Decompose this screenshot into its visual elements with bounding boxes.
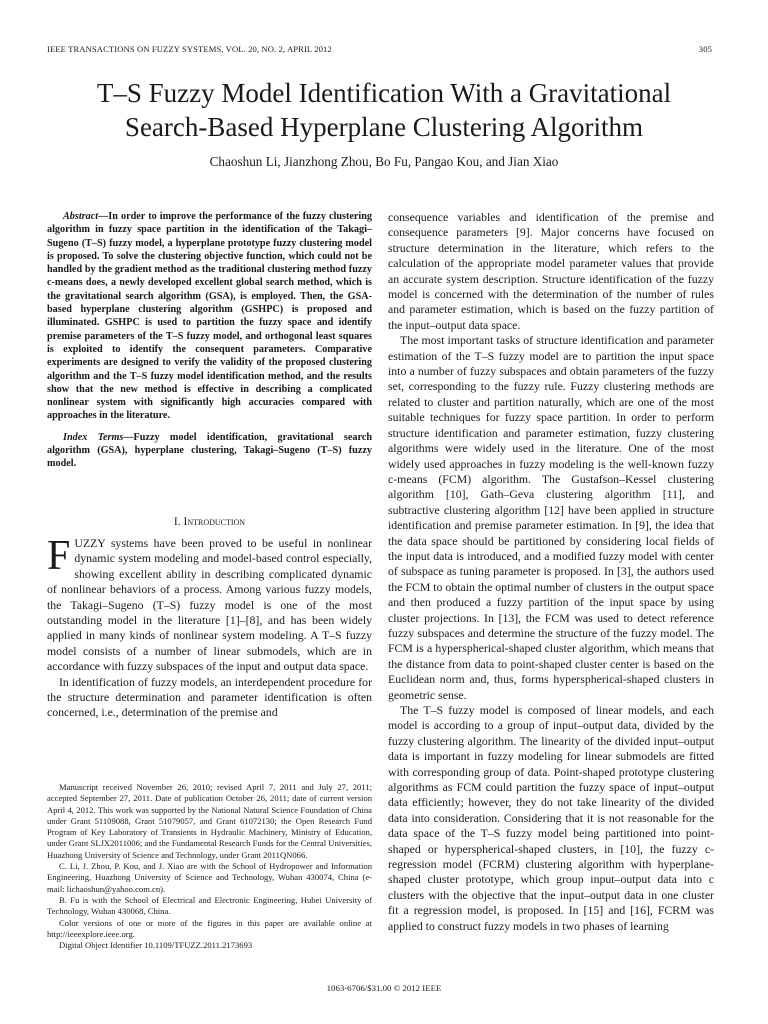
drop-cap: F bbox=[47, 533, 71, 579]
section-number: I. bbox=[173, 516, 184, 528]
introduction bbox=[47, 533, 372, 721]
title-line-2: Search-Based Hyperplane Clustering Algorithm bbox=[124, 112, 644, 142]
section-name: Introduction bbox=[183, 516, 246, 528]
index-terms bbox=[47, 431, 372, 471]
abstract-text: In order to improve the performance of the fuzzy clustering algorithm in fuzzy space partition in the identification of the Takagi–Sugeno (T–S) fuzzy model, a hyperplane prototype fuzzy clustering model is proposed. To solve the clustering objective function, which could not be handled by the gradient method as the traditional clustering method fuzzy c-means does, a newly developed excellent global search method, which is the gravitational search algorithm (GSA), is employed. Then, the GSA-based hyperplane clustering algorithm (GSHPC) is proposed and illuminated. GSHPC is used to partition the fuzzy space and identify premise parameters of the T–S fuzzy model, and orthogonal least squares is exploited to identify the consequent parameters. Comparative experiments are designed to verify the validity of the proposed clustering algorithm and the T–S fuzzy model identification method, and the results show that the new method is effective in describing a complicated nonlinear system with significantly high accuracies compared with approaches in the literature. bbox=[47, 211, 372, 422]
intro-paragraph-1 bbox=[47, 533, 372, 675]
footnote-doi: Digital Object Identifier 10.1109/TFUZZ.2011.2173693 bbox=[59, 940, 253, 951]
right-paragraph-3: The T–S fuzzy model is composed of linear models, and each model is according to a group of input–output data, divided by the fuzzy clustering algorithm. The linearity of the divided input–output data is important in fuzzy modeling for linear submodels are fitted with corresponding group of data. Point-shaped prototype clustering algorithms as FCM could partition the fuzzy space of input–output data efficiently; however, they do not take linearity of the divided data into consideration. Considering that it is not reasonable for the data space of the T–S fuzzy model being partitioned into point-shaped or hyperspherical-shaped clusters, in [10], the fuzzy c-regression model (FCRM) clustering algorithm with hyperplane-shaped cluster prototype, which group input–output data into c clusters with the objective that the input–output data in one cluster fit a regression model, is proposed. In [15] and [16], FCRM was applied to construct fuzzy models in two phases of learning bbox=[388, 703, 714, 933]
footnote-affiliation-1: C. Li, J. Zhou, P. Kou, and J. Xiao are with the School of Hydropower and Information Engineering, Huazhong University of Science and Technology, Wuhan 430074, China (e-mail: lichaoshun@yahoo.com.cn). bbox=[47, 861, 372, 894]
right-column bbox=[388, 210, 714, 934]
abstract-label: Abstract— bbox=[63, 211, 109, 222]
paper-title bbox=[20, 76, 748, 144]
index-terms-label: Index Terms— bbox=[63, 431, 134, 443]
right-paragraph-2: The most important tasks of structure identification and parameter estimation of the T–S fuzzy model are to partition the input space into a number of fuzzy subspaces and obtain parameters of the fuzzy set, corresponding to the fuzzy rule. Fuzzy clustering methods are related to cluster and partition naturally, which are one of the most suitable techniques for fuzzy space partition. In order to perform structure identification and parameter estimation, fuzzy clustering algorithms were widely used in the literature. One of the most widely used approaches in fuzzy modeling is the well-known fuzzy c-means (FCM) algorithm. The Gustafson–Kessel clustering algorithm [10], Gath–Geva clustering algorithm [11], and subtractive clustering algorithm [12] have been applied in structure identification and premise parameter estimation. In [9], the idea that the data space should be partitioned by considering local fields of the input data is introduced, and a modified fuzzy model with center of subspace as tuning parameter is proposed. In [3], the authors used the FCM to obtain the optimal number of clusters in the output space and then produced a fuzzy partition of the input space by using cluster projections. In [13], the FCM was used to detect reference fuzzy subspaces and determine the structure of the fuzzy model. The FCM is a hyperspherical-shaped cluster algorithm, which means that the distance from data to point-shaped cluster center is based on the Euclidean norm and, thus, forms hyperspherical-shaped clusters in geometric sense. bbox=[388, 333, 714, 702]
footnote-affiliation-2: B. Fu is with the School of Electrical and Electronic Engineering, Hubei University of Technology, Wuhan 430068, China. bbox=[47, 894, 372, 917]
journal-info: IEEE TRANSACTIONS ON FUZZY SYSTEMS, VOL. 20, NO. 2, APRIL 2012 bbox=[47, 44, 332, 54]
running-head bbox=[47, 44, 712, 54]
abstract bbox=[47, 210, 372, 423]
author-list: Chaoshun Li, Jianzhong Zhou, Bo Fu, Pangao Kou, and Jian Xiao bbox=[209, 154, 559, 169]
footnotes bbox=[47, 782, 372, 951]
copyright-footer: 1063-6706/$31.00 © 2012 IEEE bbox=[326, 983, 442, 993]
section-heading bbox=[47, 516, 372, 528]
page-number: 305 bbox=[698, 44, 712, 54]
footnote-color-versions: Color versions of one or more of the figures in this paper are available online at http://ieeexplore.ieee.org. bbox=[47, 917, 372, 939]
left-column bbox=[47, 210, 372, 471]
right-paragraph-1: consequence variables and identification of the premise and consequence parameters [9]. Major concerns have focused on structure determination in the literature, which refers to the calculation of the appropriate model parameter values that provide an accurate system description. Structure identification of the fuzzy model is concerned with the determination of the number of rules and parameter estimation, which is based on the fuzzy partition of the input–output data space. bbox=[388, 210, 714, 332]
footnote-manuscript: Manuscript received November 26, 2010; revised April 7, 2011 and July 27, 2011; accepted September 27, 2011. Date of publication October 26, 2011; date of current version April 4, 2012. This work was supported by the National Natural Science Foundation of China under Grant 51109088, Grant 51079057, and Grant 61072130; the Open Research Fund Program of Key Laboratory of Transients in Hydraulic Machinery, Ministry of Education, under Grant SLJX2011006; and the Fundamental Research Funds for the Central Universities, Huazhong University of Science and Technology, under Grant 2011QN066. bbox=[47, 782, 372, 860]
title-line-1: T–S Fuzzy Model Identification With a Gravitational bbox=[96, 78, 672, 108]
intro-paragraph-1-text: UZZY systems have been proved to be useful in nonlinear dynamic system modeling and model-based control especially, showing excellent ability in describing complicated dynamic of nonlinear behaviors of a process. Among various fuzzy models, the Takagi–Sugeno (T–S) fuzzy model is one of the most outstanding model in the literature [1]–[8], and has been widely applied in many kinds of nonlinear system modeling. A T–S fuzzy model consists of a number of linear submodels, which are in accordance with fuzzy subspaces of the input and output data space. bbox=[47, 536, 372, 674]
intro-paragraph-2: In identification of fuzzy models, an interdependent procedure for the structure determination and parameter identification is often concerned, i.e., determination of the premise and bbox=[47, 674, 372, 720]
index-terms-text: Fuzzy model identification, gravitational search algorithm (GSA), hyperplane clustering, Takagi–Sugeno (T–S) fuzzy model. bbox=[47, 431, 372, 470]
